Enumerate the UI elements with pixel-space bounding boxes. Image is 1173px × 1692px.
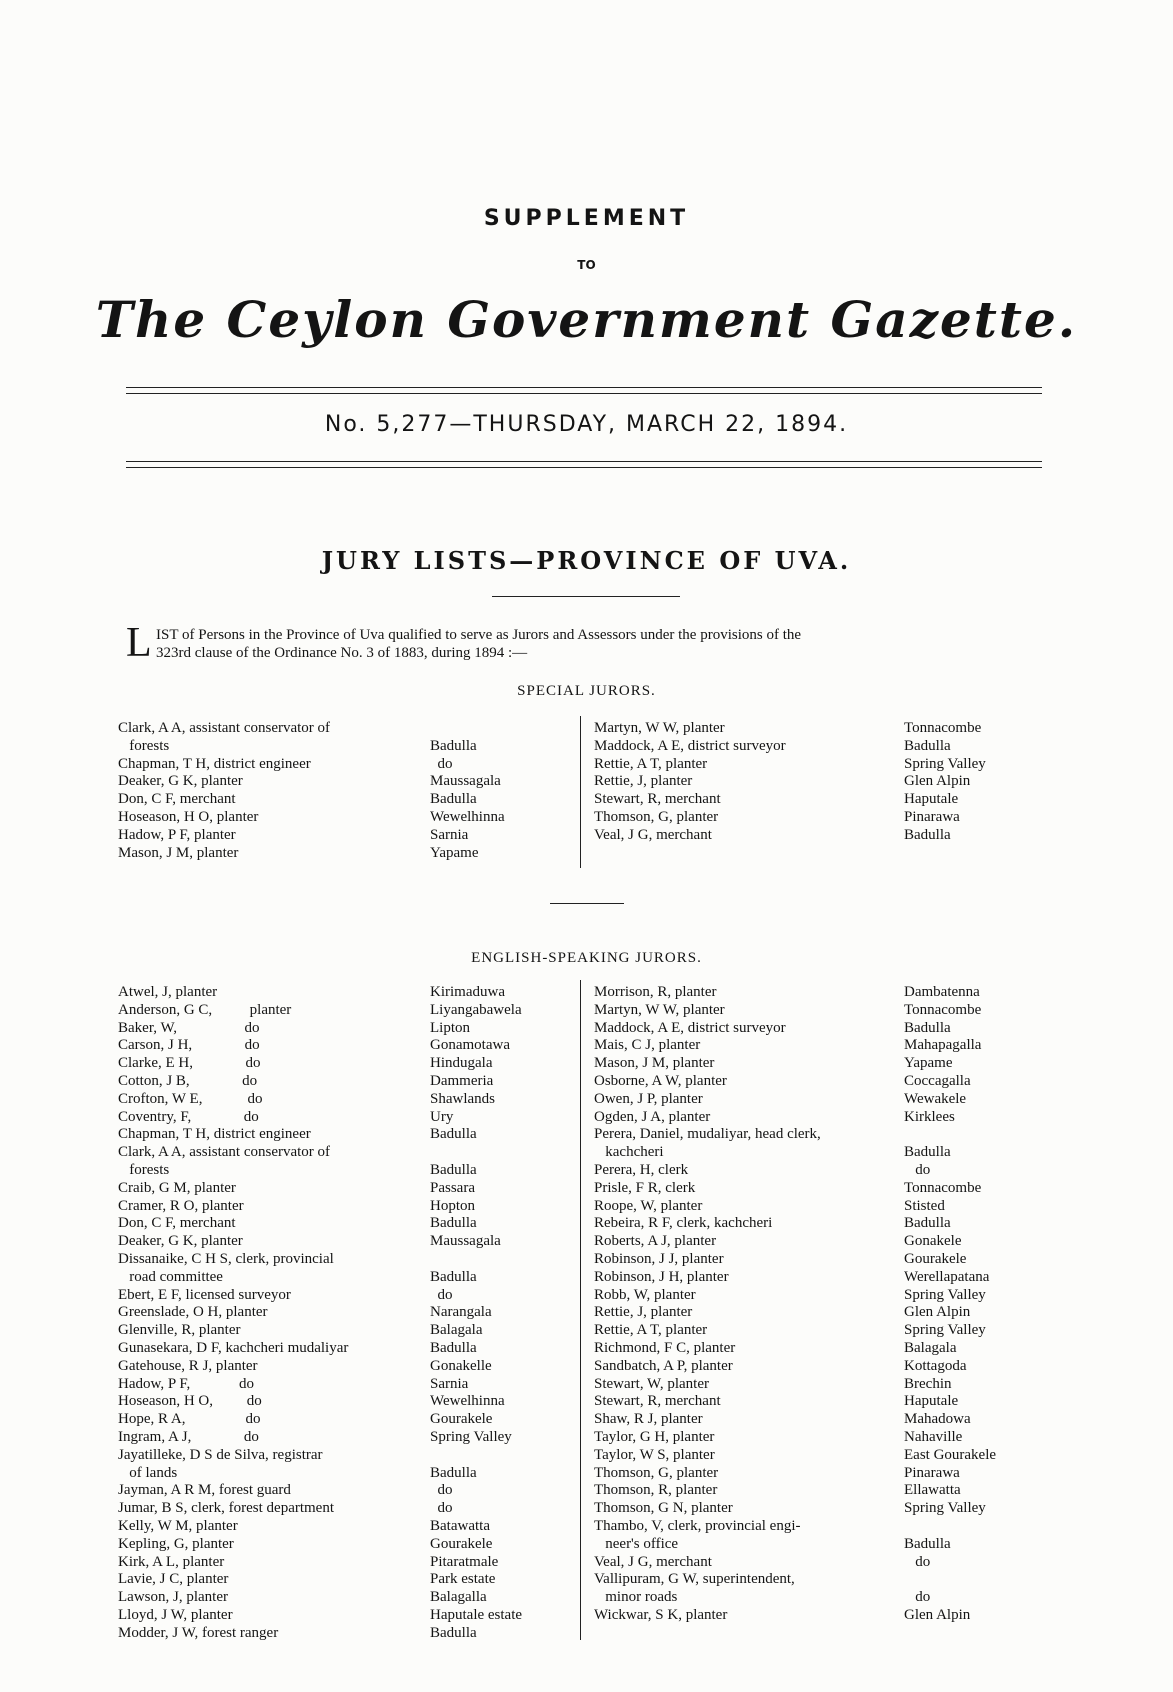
special-jurors-left-column [118, 720, 558, 862]
juror-entry [118, 1447, 558, 1465]
juror-name: Perera, H, clerk [594, 1161, 689, 1178]
juror-residence: do [904, 1589, 931, 1606]
juror-residence: Badulla [904, 1215, 951, 1232]
juror-entry [118, 1340, 558, 1358]
juror-name: Lawson, J, planter [118, 1589, 228, 1606]
juror-name: Thomson, G N, planter [594, 1500, 733, 1517]
section-separator [550, 903, 624, 904]
juror-name: Gunasekara, D F, kachcheri mudaliyar [118, 1339, 349, 1356]
juror-name: Craib, G M, planter [118, 1179, 236, 1196]
juror-entry [118, 809, 558, 827]
juror-entry [118, 1482, 558, 1500]
juror-entry [118, 756, 558, 774]
juror-residence: Kottagoda [904, 1357, 967, 1374]
juror-name: Gatehouse, R J, planter [118, 1357, 258, 1374]
special-jurors-right-column [594, 720, 1034, 845]
juror-entry [118, 1287, 558, 1305]
juror-entry [594, 1571, 1034, 1589]
juror-entry [118, 1144, 558, 1162]
juror-name: Mason, J M, planter [594, 1055, 715, 1072]
juror-name: Modder, J W, forest ranger [118, 1624, 279, 1641]
juror-name: Cramer, R O, planter [118, 1197, 244, 1214]
juror-residence: Hindugala [430, 1055, 493, 1072]
juror-name: Deaker, G K, planter [118, 1233, 243, 1250]
juror-entry [118, 1589, 558, 1607]
juror-entry [594, 1376, 1034, 1394]
juror-entry [118, 1554, 558, 1572]
juror-residence: Gourakele [904, 1250, 967, 1267]
juror-residence: Balagala [430, 1322, 483, 1339]
juror-entry [118, 738, 558, 756]
juror-entry [118, 1162, 558, 1180]
juror-entry [118, 1091, 558, 1109]
juror-residence: Mahadowa [904, 1411, 971, 1428]
juror-entry [594, 1482, 1034, 1500]
juror-entry [594, 720, 1034, 738]
juror-residence: Passara [430, 1179, 475, 1196]
header-rule-top-1 [126, 387, 1042, 388]
juror-entry [594, 1002, 1034, 1020]
juror-name: Kirk, A L, planter [118, 1553, 225, 1570]
juror-entry [118, 1500, 558, 1518]
section-title: JURY LISTS—PROVINCE OF UVA. [321, 546, 852, 575]
juror-residence: Haputale [904, 791, 959, 808]
juror-residence: Badulla [430, 1339, 477, 1356]
juror-residence: Kirklees [904, 1108, 955, 1125]
juror-name: Veal, J G, merchant [594, 1553, 712, 1570]
juror-name: kachcheri [594, 1144, 664, 1161]
juror-name: Mason, J M, planter [118, 844, 239, 861]
juror-residence: Wewelhinna [430, 1393, 505, 1410]
juror-entry [594, 1429, 1034, 1447]
juror-name: Hadow, P F, planter [118, 826, 236, 843]
juror-name: Rettie, A T, planter [594, 755, 708, 772]
juror-residence: Sarnia [430, 1375, 469, 1392]
juror-residence: Narangala [430, 1304, 492, 1321]
juror-entry [118, 1429, 558, 1447]
juror-name: Clarke, E H, do [118, 1055, 261, 1072]
juror-name: Thomson, G, planter [594, 808, 719, 825]
header-rule-bottom-1 [126, 461, 1042, 462]
juror-residence: Ellawatta [904, 1482, 961, 1499]
juror-name: Lloyd, J W, planter [118, 1606, 233, 1623]
juror-name: of lands [118, 1464, 178, 1481]
juror-entry [594, 1215, 1034, 1233]
juror-entry [594, 1287, 1034, 1305]
juror-name: Anderson, G C, planter [118, 1001, 292, 1018]
juror-name: Kepling, G, planter [118, 1535, 234, 1552]
juror-name: Jayman, A R M, forest guard [118, 1482, 291, 1499]
juror-entry [118, 1304, 558, 1322]
header-rule-bottom-2 [126, 467, 1042, 468]
juror-entry [594, 1304, 1034, 1322]
juror-entry [594, 1607, 1034, 1625]
juror-entry [118, 1393, 558, 1411]
juror-entry [594, 1411, 1034, 1429]
juror-residence: Gourakele [430, 1411, 493, 1428]
juror-entry [118, 1109, 558, 1127]
juror-residence: Dammeria [430, 1072, 494, 1089]
juror-name: Ebert, E F, licensed surveyor [118, 1286, 291, 1303]
supplement-heading: SUPPLEMENT [483, 206, 690, 231]
juror-name: Don, C F, merchant [118, 1215, 236, 1232]
juror-entry [118, 1020, 558, 1038]
juror-entry [118, 773, 558, 791]
juror-entry [594, 1358, 1034, 1376]
juror-entry [594, 1073, 1034, 1091]
juror-residence: do [430, 1286, 453, 1303]
column-divider [580, 980, 581, 1640]
juror-name: Thomson, R, planter [594, 1482, 718, 1499]
juror-name: Perera, Daniel, mudaliyar, head clerk, [594, 1126, 821, 1143]
juror-entry [594, 1144, 1034, 1162]
juror-residence: Pinarawa [904, 808, 960, 825]
juror-residence: Badulla [430, 1464, 477, 1481]
juror-residence: Ury [430, 1108, 454, 1125]
juror-name: Hope, R A, do [118, 1411, 261, 1428]
juror-residence: Mahapagalla [904, 1037, 982, 1054]
juror-residence: Badulla [430, 1624, 477, 1641]
juror-residence: Nahaville [904, 1428, 963, 1445]
juror-entry [594, 809, 1034, 827]
juror-name: Coventry, F, do [118, 1108, 259, 1125]
juror-entry [594, 1109, 1034, 1127]
juror-residence: Gonakelle [430, 1357, 492, 1374]
juror-residence: Spring Valley [904, 755, 986, 772]
juror-name: Taylor, G H, planter [594, 1428, 715, 1445]
column-divider [580, 716, 581, 868]
juror-residence: Tonnacombe [904, 1001, 982, 1018]
juror-entry [118, 1358, 558, 1376]
juror-name: Rettie, J, planter [594, 773, 693, 790]
juror-entry [118, 1037, 558, 1055]
juror-residence: Gourakele [430, 1535, 493, 1552]
juror-name: Baker, W, do [118, 1019, 260, 1036]
juror-entry [118, 1233, 558, 1251]
juror-residence: Batawatta [430, 1517, 490, 1534]
juror-residence: Park estate [430, 1571, 496, 1588]
juror-entry [594, 1340, 1034, 1358]
juror-entry [118, 1411, 558, 1429]
juror-name: Robinson, J J, planter [594, 1250, 724, 1267]
juror-residence: Hopton [430, 1197, 475, 1214]
juror-residence: Badulla [430, 791, 477, 808]
juror-residence: Pitaratmale [430, 1553, 499, 1570]
juror-name: Hoseason, H O, do [118, 1393, 262, 1410]
juror-residence: do [904, 1161, 931, 1178]
juror-name: Prisle, F R, clerk [594, 1179, 696, 1196]
juror-entry [594, 1589, 1034, 1607]
juror-residence: Spring Valley [430, 1428, 512, 1445]
juror-name: Roope, W, planter [594, 1197, 703, 1214]
juror-name: Rettie, A T, planter [594, 1322, 708, 1339]
juror-name: Wickwar, S K, planter [594, 1606, 728, 1623]
juror-entry [594, 1126, 1034, 1144]
juror-residence: Werellapatana [904, 1268, 990, 1285]
juror-entry [594, 1518, 1034, 1536]
juror-entry [594, 827, 1034, 845]
juror-name: Dissanaike, C H S, clerk, provincial [118, 1250, 334, 1267]
juror-entry [594, 1037, 1034, 1055]
juror-name: Chapman, T H, district engineer [118, 1126, 311, 1143]
juror-name: Chapman, T H, district engineer [118, 755, 311, 772]
juror-residence: Badulla [430, 737, 477, 754]
juror-entry [118, 1055, 558, 1073]
english-jurors-left-column [118, 984, 558, 1642]
juror-residence: East Gourakele [904, 1446, 997, 1463]
juror-name: Glenville, R, planter [118, 1322, 241, 1339]
juror-entry [118, 984, 558, 1002]
juror-name: Martyn, W W, planter [594, 720, 725, 736]
juror-name: Ingram, A J, do [118, 1428, 259, 1445]
juror-residence: Brechin [904, 1375, 952, 1392]
juror-name: Robb, W, planter [594, 1286, 696, 1303]
juror-residence: do [430, 1482, 453, 1499]
juror-name: Lavie, J C, planter [118, 1571, 229, 1588]
juror-entry [594, 1055, 1034, 1073]
juror-residence: Shawlands [430, 1090, 495, 1107]
juror-name: Robinson, J H, planter [594, 1268, 729, 1285]
issue-line: No. 5,277—THURSDAY, MARCH 22, 1894. [324, 412, 849, 437]
juror-entry [118, 1073, 558, 1091]
juror-name: Rettie, J, planter [594, 1304, 693, 1321]
juror-name: Maddock, A E, district surveyor [594, 737, 786, 754]
juror-residence: Badulla [904, 826, 951, 843]
juror-residence: Gonakele [904, 1233, 962, 1250]
juror-entry [118, 845, 558, 863]
juror-name: neer's office [594, 1535, 679, 1552]
juror-residence: do [904, 1553, 931, 1570]
juror-name: Rebeira, R F, clerk, kachcheri [594, 1215, 773, 1232]
juror-residence: Badulla [904, 1535, 951, 1552]
juror-entry [118, 791, 558, 809]
juror-name: Crofton, W E, do [118, 1090, 263, 1107]
juror-residence: Spring Valley [904, 1322, 986, 1339]
juror-name: Richmond, F C, planter [594, 1339, 736, 1356]
juror-residence: Lipton [430, 1019, 470, 1036]
juror-name: Shaw, R J, planter [594, 1411, 703, 1428]
juror-residence: Badulla [430, 1161, 477, 1178]
juror-name: Owen, J P, planter [594, 1090, 703, 1107]
juror-name: Greenslade, O H, planter [118, 1304, 268, 1321]
juror-name: Stewart, W, planter [594, 1375, 709, 1392]
juror-name: Jumar, B S, clerk, forest department [118, 1500, 335, 1517]
juror-residence: Spring Valley [904, 1286, 986, 1303]
juror-entry [118, 1536, 558, 1554]
juror-entry [594, 756, 1034, 774]
juror-entry [594, 1269, 1034, 1287]
juror-residence: Tonnacombe [904, 1179, 982, 1196]
gazette-title: The Ceylon Government Gazette. [95, 290, 1078, 349]
juror-entry [594, 1251, 1034, 1269]
juror-name: minor roads [594, 1589, 678, 1606]
juror-entry [118, 1251, 558, 1269]
juror-name: Sandbatch, A P, planter [594, 1357, 733, 1374]
juror-residence: Liyangabawela [430, 1001, 522, 1018]
special-jurors-heading: SPECIAL JURORS. [517, 683, 656, 699]
juror-entry [118, 827, 558, 845]
juror-entry [594, 1322, 1034, 1340]
section-rule [492, 596, 680, 597]
juror-residence: Badulla [430, 1268, 477, 1285]
juror-residence: Maussagala [430, 773, 501, 790]
to-label: TO [577, 258, 596, 272]
juror-name: Morrison, R, planter [594, 984, 717, 1000]
juror-name: Deaker, G K, planter [118, 773, 243, 790]
juror-entry [118, 1465, 558, 1483]
juror-name: Maddock, A E, district surveyor [594, 1019, 786, 1036]
juror-name: Osborne, A W, planter [594, 1072, 727, 1089]
juror-entry [118, 1607, 558, 1625]
juror-name: Martyn, W W, planter [594, 1001, 725, 1018]
intro-line-2: 323rd clause of the Ordinance No. 3 of 1883, during 1894 :— [156, 645, 528, 661]
juror-entry [594, 1465, 1034, 1483]
juror-name: Stewart, R, merchant [594, 1393, 721, 1410]
juror-entry [594, 1447, 1034, 1465]
juror-name: Hadow, P F, do [118, 1375, 255, 1392]
juror-name: road committee [118, 1268, 223, 1285]
juror-residence: Tonnacombe [904, 720, 982, 736]
juror-residence: Haputale [904, 1393, 959, 1410]
juror-entry [594, 1500, 1034, 1518]
juror-residence: Coccagalla [904, 1072, 971, 1089]
juror-residence: Haputale estate [430, 1606, 523, 1623]
juror-name: Jayatilleke, D S de Silva, registrar [118, 1446, 323, 1463]
juror-residence: Badulla [430, 1215, 477, 1232]
juror-name: Clark, A A, assistant conservator of [118, 720, 331, 736]
juror-name: Vallipuram, G W, superintendent, [594, 1571, 795, 1588]
juror-name: Roberts, A J, planter [594, 1233, 717, 1250]
juror-entry [594, 1162, 1034, 1180]
english-jurors-heading: ENGLISH-SPEAKING JURORS. [471, 950, 702, 966]
juror-name: Ogden, J A, planter [594, 1108, 711, 1125]
juror-name: Cotton, J B, do [118, 1072, 258, 1089]
juror-entry [594, 1233, 1034, 1251]
juror-name: Carson, J H, do [118, 1037, 260, 1054]
juror-name: Thambo, V, clerk, provincial engi- [594, 1517, 801, 1534]
juror-entry [594, 1198, 1034, 1216]
juror-residence: Dambatenna [904, 984, 980, 1000]
juror-entry [594, 1180, 1034, 1198]
juror-residence: Maussagala [430, 1233, 501, 1250]
juror-entry [594, 1554, 1034, 1572]
juror-entry [594, 984, 1034, 1002]
juror-entry [118, 1376, 558, 1394]
juror-residence: Balagalla [430, 1589, 487, 1606]
juror-residence: Glen Alpin [904, 1606, 971, 1623]
juror-entry [594, 1393, 1034, 1411]
juror-entry [118, 1002, 558, 1020]
juror-residence: Badulla [904, 737, 951, 754]
juror-residence: Yapame [430, 844, 479, 861]
juror-residence: do [430, 755, 453, 772]
juror-name: Veal, J G, merchant [594, 826, 712, 843]
juror-residence: Badulla [904, 1019, 951, 1036]
juror-entry [118, 1180, 558, 1198]
juror-residence: Badulla [904, 1144, 951, 1161]
juror-entry [594, 791, 1034, 809]
juror-residence: Kirimaduwa [430, 984, 505, 1000]
juror-residence: Wewakele [904, 1090, 967, 1107]
juror-entry [118, 1126, 558, 1144]
juror-name: Kelly, W M, planter [118, 1517, 238, 1534]
header-rule-top-2 [126, 393, 1042, 394]
juror-name: Taylor, W S, planter [594, 1446, 715, 1463]
juror-residence: Yapame [904, 1055, 953, 1072]
juror-residence: Pinarawa [904, 1464, 960, 1481]
juror-residence: Spring Valley [904, 1500, 986, 1517]
juror-name: Don, C F, merchant [118, 791, 236, 808]
english-jurors-right-column [594, 984, 1034, 1625]
juror-residence: Gonamotawa [430, 1037, 510, 1054]
juror-entry [594, 738, 1034, 756]
juror-entry [118, 1215, 558, 1233]
juror-name: forests [118, 1161, 170, 1178]
intro-drop-cap: L [126, 620, 152, 666]
juror-residence: Wewelhinna [430, 808, 505, 825]
juror-residence: Sarnia [430, 826, 469, 843]
juror-residence: Badulla [430, 1126, 477, 1143]
juror-entry [118, 1198, 558, 1216]
juror-entry [118, 1571, 558, 1589]
juror-name: Atwel, J, planter [118, 984, 218, 1000]
juror-name: Mais, C J, planter [594, 1037, 701, 1054]
juror-entry [594, 1020, 1034, 1038]
juror-name: Clark, A A, assistant conservator of [118, 1144, 331, 1161]
juror-name: Thomson, G, planter [594, 1464, 719, 1481]
juror-entry [118, 1322, 558, 1340]
juror-name: Hoseason, H O, planter [118, 808, 259, 825]
juror-name: forests [118, 737, 170, 754]
juror-entry [118, 1269, 558, 1287]
juror-entry [594, 1091, 1034, 1109]
juror-entry [118, 1518, 558, 1536]
juror-entry [594, 1536, 1034, 1554]
juror-name: Stewart, R, merchant [594, 791, 721, 808]
juror-entry [594, 773, 1034, 791]
juror-residence: Balagala [904, 1339, 957, 1356]
juror-residence: Stisted [904, 1197, 945, 1214]
juror-entry [118, 1625, 558, 1643]
juror-residence: do [430, 1500, 453, 1517]
juror-entry [118, 720, 558, 738]
intro-line-1: IST of Persons in the Province of Uva qualified to serve as Jurors and Assessors under the provisions of the [156, 627, 802, 643]
juror-residence: Glen Alpin [904, 1304, 971, 1321]
juror-residence: Glen Alpin [904, 773, 971, 790]
